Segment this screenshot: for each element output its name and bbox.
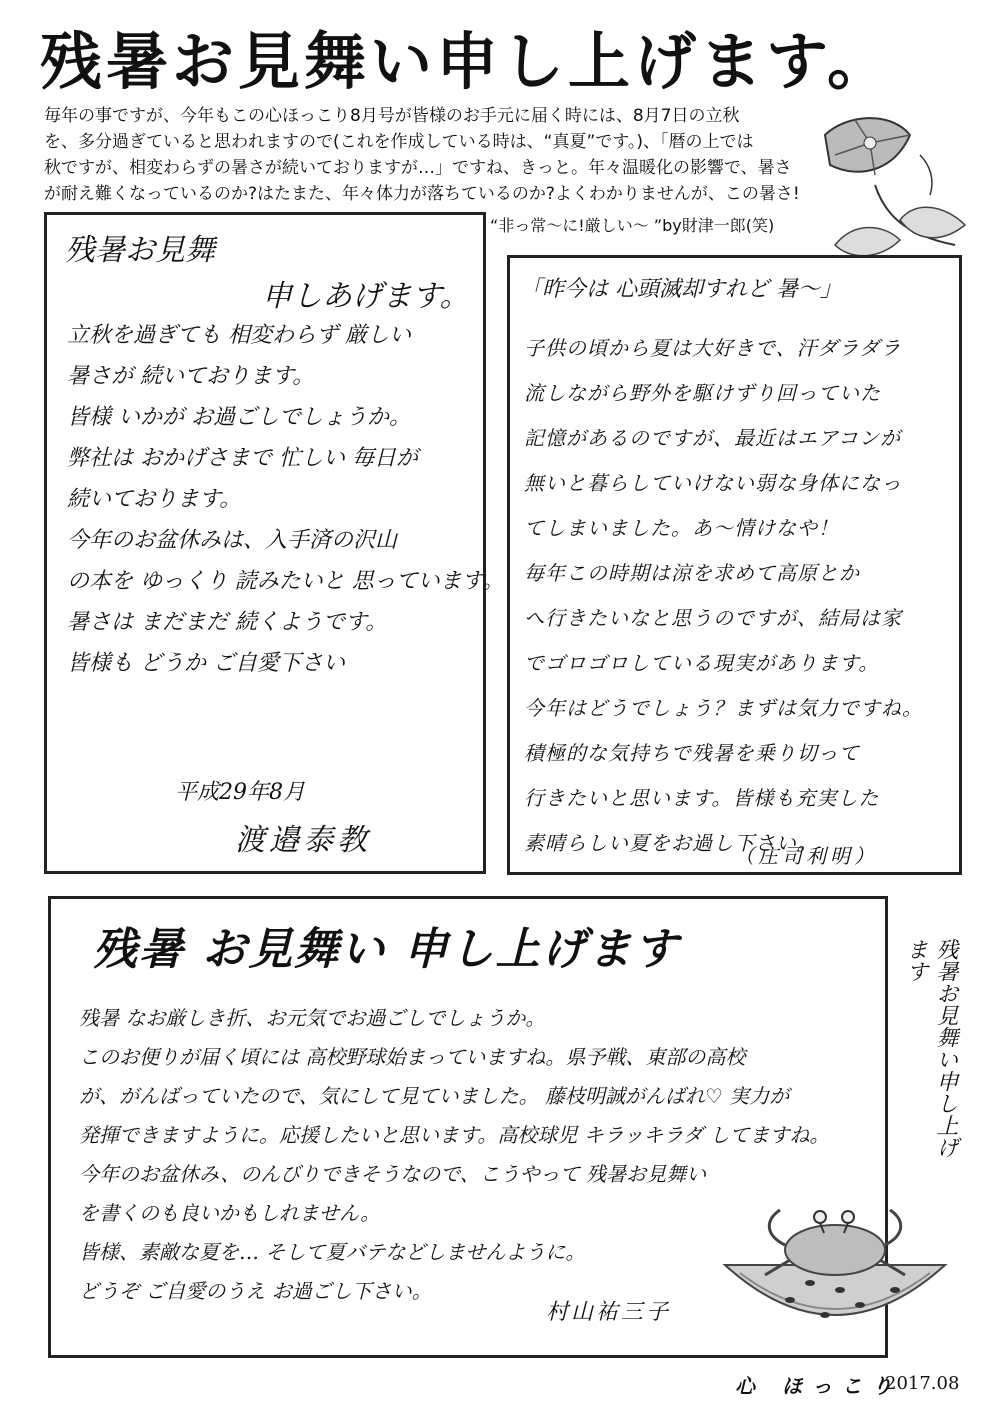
letter-line: 記憶があるのですが、最近はエアコンが: [524, 426, 901, 450]
letter-line: 今年はどうでしょう？まずは気力ですね。: [524, 696, 923, 720]
letter-line: でゴロゴロしている現実があります。: [524, 651, 880, 675]
intro-paragraph: [44, 103, 844, 207]
vertical-greeting: 残暑お見舞い申し上げます: [903, 938, 958, 1158]
right-letter-box: [507, 255, 962, 875]
letter-line: 流しながら野外を駆けずり回っていた: [524, 381, 881, 405]
letter-line: このお便りが届く頃には 高校野球始まっていますね。県予戦、東部の高校: [79, 1045, 746, 1069]
letter-line: 暑さが 続いております。: [67, 364, 315, 389]
right-letter-signature: （庄司利明）: [734, 844, 878, 868]
letter-line: 今年のお盆休みは、入手済の沢山: [67, 528, 398, 553]
intro-line: が耐え難くなっているのか?はたまた、年々体力が落ちているのか?よくわかりませんが、この暑さ!: [44, 184, 800, 204]
intro-line: を、多分過ぎていると思われますので(これを作成している時は、“真夏”です。)、「暦の上では: [44, 132, 754, 152]
issue-date: 2017.08: [885, 1373, 960, 1394]
left-letter-body: [67, 315, 505, 684]
letter-line: 弊社は おかげさまで 忙しい 毎日が: [67, 446, 418, 471]
letter-line: を書くのも良いかもしれません。: [79, 1201, 381, 1225]
left-letter-date: 平成29年8月: [175, 780, 305, 805]
letter-line: の本を ゆっくり 読みたいと 思っています。: [67, 569, 505, 594]
letter-line: 子供の頃から夏は大好きで、汗ダラダラ: [524, 336, 902, 360]
letter-line: 毎年この時期は涼を求めて高原とか: [524, 561, 860, 585]
letter-line: 今年のお盆休み、のんびりできそうなので、こうやって 残暑お見舞い: [79, 1162, 707, 1186]
letter-line: どうぞ ご自愛のうえ お過ごし下さい。: [79, 1279, 432, 1303]
crab-on-watermelon-icon: [720, 1195, 950, 1355]
letter-line: が、がんばっていたので、気にして見ていました。 藤枝明誠がんばれ♡ 実力が: [79, 1084, 790, 1108]
left-letter-box: [44, 212, 505, 874]
bottom-letter-title: 残暑 お見舞い 申し上げます: [93, 924, 680, 975]
letter-line: 皆様 いかが お過ごしでしょうか。: [67, 405, 411, 430]
letter-line: 積極的な気持ちで残暑を乗り切って: [524, 741, 860, 765]
letter-line: 続いております。: [67, 487, 242, 512]
intro-quote: “非っ常〜に!厳しい〜 ”by財津一郎(笑): [490, 216, 775, 235]
letter-line: 皆様も どうか ご自愛下さい: [67, 651, 345, 676]
letter-line: 残暑 なお厳しき折、お元気でお過ごしでしょうか。: [79, 1006, 546, 1030]
letter-line: 発揮できますように。応援したいと思います。高校球児 キラッキラダ してますね。: [79, 1123, 830, 1147]
magazine-name: 心 ほっこり: [735, 1374, 902, 1398]
letter-line: 無いと暮らしていけない弱な身体になっ: [524, 471, 902, 495]
intro-line: 秋ですが、相変わらずの暑さが続いておりますが…」ですね、きっと。年々温暖化の影響で、暑さ: [44, 158, 792, 178]
bottom-letter-signature: 村山祐三子: [546, 1300, 672, 1325]
letter-line: てしまいました。あ〜情けなや！: [524, 516, 839, 540]
letter-line: 皆様、素敵な夏を… そして夏バテなどしませんように。: [79, 1240, 586, 1264]
morning-glory-icon: [815, 95, 975, 265]
intro-line: 毎年の事ですが、今年もこの心ほっこり8月号が皆様のお手元に届く時には、8月7日の立秋: [44, 106, 740, 126]
letter-line: 行きたいと思います。皆様も充実した: [524, 786, 880, 810]
letter-line: へ行きたいなと思うのですが、結局は家: [524, 606, 902, 630]
right-letter-title: 「昨今は 心頭滅却すれど 暑〜」: [520, 277, 842, 302]
left-letter-greeting: 残暑お見舞: [65, 233, 215, 268]
left-letter-greeting-2: 申しあげます。: [262, 279, 470, 314]
letter-line: 立秋を過ぎても 相変わらず 厳しい: [67, 323, 411, 348]
page-title: 残暑お見舞い申し上げます。: [40, 25, 894, 98]
letter-line: 暑さは まだまだ 続くようです。: [67, 610, 388, 635]
left-letter-signature: 渡邉泰教: [235, 823, 371, 858]
letter-line: 素晴らしい夏をお過し下さい。: [524, 831, 818, 855]
right-letter-body: [524, 326, 954, 866]
